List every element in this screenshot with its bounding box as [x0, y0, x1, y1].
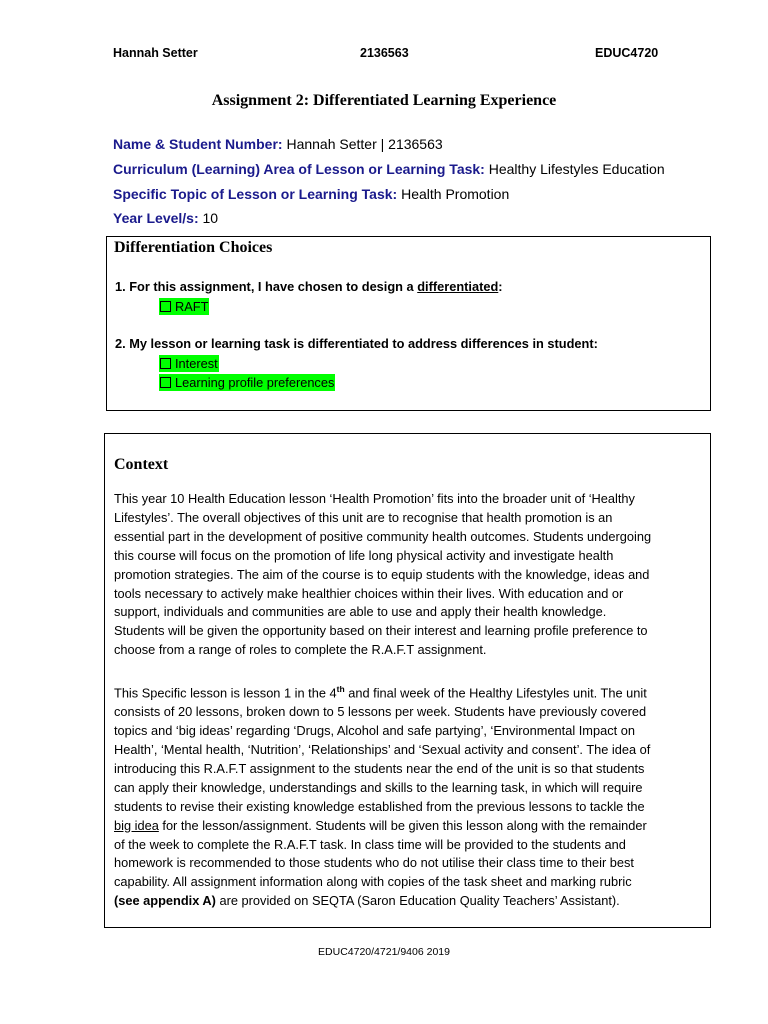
meta-label: Name & Student Number: [113, 136, 283, 152]
meta-value: 10 [198, 210, 219, 226]
context-heading: Context [114, 456, 169, 473]
text-line: choose from a range of roles to complete the R.A.F.T assignment. [114, 642, 487, 658]
text-span: and final week of the Healthy Lifestyles unit. The unit [344, 685, 647, 701]
text-line: topics and ‘big ideas’ regarding ‘Drugs, Alcohol and safe partying’, ‘Environmental Impact on [114, 723, 635, 739]
differentiation-choices-box [106, 236, 711, 411]
meta-curriculum-area [113, 161, 665, 177]
header-course-code: EDUC4720 [595, 46, 659, 60]
choice-learning-profile [159, 374, 335, 391]
header-author-name: Hannah Setter [113, 46, 198, 60]
text-line: homework is recommended to those students who do not utilise their class time to their best [114, 855, 634, 871]
differentiation-heading: Differentiation Choices [114, 239, 273, 256]
meta-label: Curriculum (Learning) Area of Lesson or Learning Task: [113, 161, 485, 177]
superscript: th [336, 684, 345, 694]
text-line [114, 680, 706, 703]
text-line [114, 817, 706, 836]
text-line [114, 892, 706, 911]
choice-raft [159, 298, 209, 315]
question-1-colon: : [498, 279, 503, 294]
text-line: essential part in the development of positive community health outcomes. Students undergoing [114, 528, 652, 544]
text-line: Health’, ‘Mental health, ‘Nutrition’, ‘Relationships’ and ‘Sexual activity and consent’. The idea of [114, 741, 651, 757]
text-line: tools necessary to actively make healthier choices within their lives. With education and or [114, 585, 624, 601]
text-span: This Specific lesson is lesson 1 in the 4 [114, 685, 337, 701]
context-paragraph-2 [114, 680, 706, 911]
meta-label: Specific Topic of Lesson or Learning Task: [113, 186, 398, 202]
meta-value: Hannah Setter | 2136563 [282, 136, 443, 152]
text-line: Lifestyles’. The overall objectives of this unit are to recognise that health promotion is an [114, 509, 613, 525]
question-2: 2. My lesson or learning task is differentiated to address differences in student: [115, 336, 598, 351]
page-footer: EDUC4720/4721/9406 2019 [318, 946, 450, 958]
text-line: can apply their knowledge, understandings and skills to the learning task, in which will require [114, 779, 643, 795]
choice-raft-label: RAFT [175, 299, 209, 314]
checkbox-icon [160, 377, 171, 388]
text-line: consists of 20 lessons, broken down to 5 lessons per week. Students have previously covered [114, 704, 647, 720]
text-line: capability. All assignment information along with copies of the task sheet and marking rubric [114, 874, 632, 890]
text-span: for the lesson/assignment. Students will be given this lesson along with the remainder [158, 817, 647, 833]
text-line: support, individuals and communities are able to use and apply their health knowledge. [114, 604, 607, 620]
document-title: Assignment 2: Differentiated Learning Experience [211, 92, 557, 109]
question-1-underlined: differentiated [417, 279, 499, 294]
question-1 [115, 279, 503, 294]
underlined-term: big idea [114, 817, 159, 833]
meta-year-level [113, 210, 218, 226]
choice-interest-label: Interest [175, 356, 218, 371]
context-paragraph-1 [114, 490, 706, 660]
meta-value: Healthy Lifestyles Education [484, 161, 665, 177]
text-line: Students will be given the opportunity based on their interest and learning profile preference to [114, 623, 648, 639]
text-line: students to revise their existing knowledge established from the previous lessons to tackle the [114, 798, 645, 814]
meta-specific-topic [113, 186, 509, 202]
choice-learning-profile-label: Learning profile preferences [175, 375, 335, 390]
checkbox-icon [160, 301, 171, 312]
text-line: introducing this R.A.F.T assignment to the students near the end of the unit is so that students [114, 760, 645, 776]
checkbox-icon [160, 358, 171, 369]
header-student-number: 2136563 [360, 46, 409, 60]
text-line: promotion strategies. The aim of the course is to equip students with the knowledge, ideas and [114, 566, 650, 582]
meta-value: Health Promotion [397, 186, 510, 202]
choice-interest [159, 355, 219, 372]
text-line: this course will focus on the promotion of life long physical activity and investigate health [114, 547, 614, 563]
question-1-text: 1. For this assignment, I have chosen to design a [115, 279, 418, 294]
context-box [104, 433, 711, 928]
text-line: of the week to complete the R.A.F.T task. In class time will be provided to the students and [114, 836, 626, 852]
appendix-reference: (see appendix A) [114, 893, 216, 909]
meta-label: Year Level/s: [113, 210, 199, 226]
text-span: are provided on SEQTA (Saron Education Quality Teachers’ Assistant). [215, 893, 620, 909]
meta-name-student-number [113, 136, 443, 152]
text-line: This year 10 Health Education lesson ‘Health Promotion’ fits into the broader unit of ‘Healthy [114, 491, 635, 506]
